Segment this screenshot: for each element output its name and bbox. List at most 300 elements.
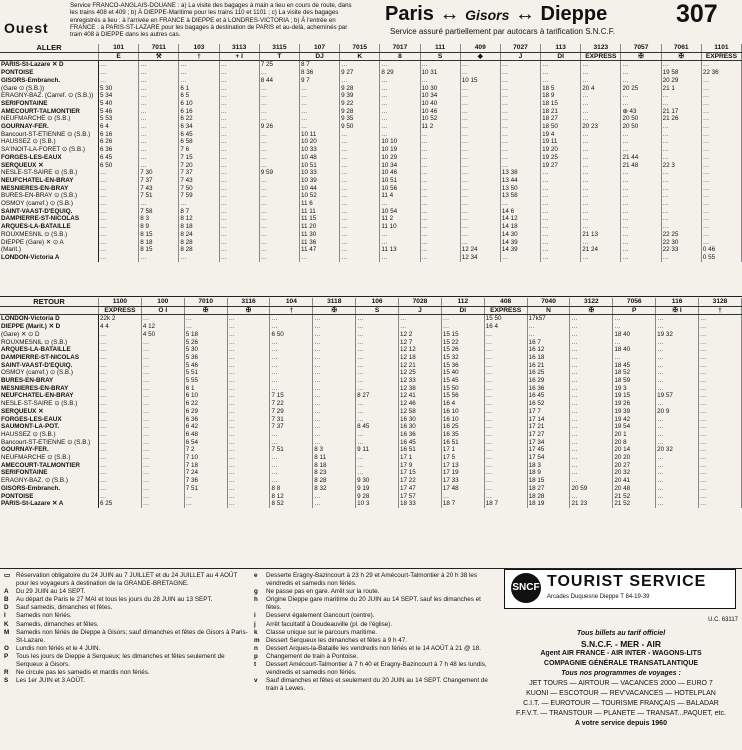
- station-name: (Gare ⊙ (S.B.)): [0, 85, 99, 93]
- train-mark: S: [356, 306, 399, 315]
- time-cell: …: [139, 254, 179, 262]
- footnote: [4, 669, 249, 677]
- time-cell: 19 27: [541, 162, 581, 170]
- train-mark: DI: [441, 306, 484, 315]
- time-cell: 8 45: [356, 423, 399, 431]
- time-cell: …: [139, 61, 179, 69]
- time-cell: …: [227, 339, 270, 347]
- time-cell: 19 39: [613, 408, 656, 416]
- time-cell: 6 36: [99, 146, 139, 154]
- train-mark: ✠: [661, 52, 701, 61]
- time-cell: …: [701, 131, 741, 139]
- time-cell: 22 33: [661, 246, 701, 254]
- time-cell: …: [99, 477, 142, 485]
- train-number: 3113: [219, 44, 259, 52]
- time-cell: …: [420, 215, 460, 223]
- time-cell: 8 12: [179, 215, 219, 223]
- time-cell: 21 24: [581, 246, 621, 254]
- footnote-text: Sauf samedis, dimanches et fêtes.: [16, 604, 113, 612]
- time-cell: 14 6: [500, 208, 540, 216]
- table-row: [0, 500, 742, 508]
- aller-table: [0, 44, 742, 262]
- time-cell: …: [460, 108, 500, 116]
- time-cell: 18 7: [441, 500, 484, 508]
- time-cell: 9 30: [356, 477, 399, 485]
- table-row: [0, 200, 742, 208]
- footnote-symbol: I: [4, 612, 6, 620]
- time-cell: 11 10: [380, 223, 420, 231]
- time-cell: …: [460, 169, 500, 177]
- time-cell: 8 3: [139, 215, 179, 223]
- time-cell: …: [380, 100, 420, 108]
- train-number: 112: [441, 298, 484, 306]
- time-cell: 0 46: [701, 246, 741, 254]
- time-cell: 15 26: [441, 346, 484, 354]
- time-cell: …: [420, 246, 460, 254]
- time-cell: 9 59: [259, 169, 299, 177]
- time-cell: 5 46: [99, 108, 139, 116]
- route-to: Dieppe: [540, 3, 608, 25]
- time-cell: …: [227, 416, 270, 424]
- train-mark: EXPRESS: [99, 306, 142, 315]
- time-cell: …: [661, 100, 701, 108]
- time-cell: 11 47: [299, 246, 339, 254]
- table-row: [0, 331, 742, 339]
- time-cell: 10 31: [420, 69, 460, 77]
- time-cell: …: [141, 339, 184, 347]
- time-cell: …: [356, 354, 399, 362]
- time-cell: 8 11: [313, 454, 356, 462]
- time-cell: 7 37: [179, 169, 219, 177]
- time-cell: …: [313, 331, 356, 339]
- time-cell: 16 35: [441, 431, 484, 439]
- station-name: SA'INOIT-LA-FORÊT ⊙ (S.B.): [0, 146, 99, 154]
- train-mark: J: [500, 52, 540, 61]
- time-cell: …: [699, 477, 742, 485]
- station-name: PONTOISE: [0, 493, 99, 501]
- ad-line: C.I.T. — EUROTOUR — TOURISME FRANÇAIS — BALADAR: [523, 700, 719, 707]
- time-cell: …: [661, 200, 701, 208]
- time-cell: 17 15: [399, 469, 442, 477]
- time-cell: …: [484, 416, 527, 424]
- time-cell: …: [500, 146, 540, 154]
- station-name: (Gare) ✕ ⊙ D: [0, 331, 99, 339]
- time-cell: 19 42: [613, 416, 656, 424]
- time-cell: …: [219, 177, 259, 185]
- time-cell: …: [227, 331, 270, 339]
- time-cell: 20 50: [621, 123, 661, 131]
- station-name: NEUFMARCHÉ ⊙ (S.B.): [0, 115, 99, 123]
- time-cell: …: [541, 246, 581, 254]
- time-cell: …: [356, 315, 399, 323]
- ad-line: S.N.C.F. - MER - AIR: [581, 639, 661, 649]
- time-cell: …: [527, 323, 570, 331]
- time-cell: …: [99, 254, 139, 262]
- time-cell: …: [139, 108, 179, 116]
- time-cell: 7 25: [259, 61, 299, 69]
- time-cell: …: [340, 61, 380, 69]
- time-cell: …: [259, 162, 299, 170]
- time-cell: 16 29: [527, 377, 570, 385]
- footnotes: [0, 572, 495, 750]
- time-cell: 19 4: [541, 131, 581, 139]
- time-cell: …: [500, 131, 540, 139]
- time-cell: …: [661, 123, 701, 131]
- time-cell: …: [99, 231, 139, 239]
- time-cell: …: [701, 208, 741, 216]
- time-cell: …: [441, 493, 484, 501]
- station-name: LONDON-Victoria D: [0, 315, 99, 323]
- time-cell: 10 51: [299, 162, 339, 170]
- time-cell: …: [656, 439, 699, 447]
- time-cell: …: [460, 154, 500, 162]
- time-cell: …: [299, 100, 339, 108]
- time-cell: …: [661, 61, 701, 69]
- time-cell: …: [460, 192, 500, 200]
- time-cell: …: [227, 439, 270, 447]
- time-cell: …: [701, 85, 741, 93]
- time-cell: …: [541, 77, 581, 85]
- station-name: BURES-EN-BRAY: [0, 377, 99, 385]
- footnote-symbol: g: [254, 588, 258, 596]
- time-cell: …: [460, 123, 500, 131]
- time-cell: …: [420, 200, 460, 208]
- footnote-text: Dessert Serqueux les dimanches et fêtes à 9 h 47.: [266, 636, 408, 644]
- time-cell: …: [227, 485, 270, 493]
- time-cell: 11 11: [299, 208, 339, 216]
- footnote: [254, 661, 494, 677]
- time-cell: …: [139, 92, 179, 100]
- time-cell: …: [219, 192, 259, 200]
- time-cell: 10 34: [420, 92, 460, 100]
- station-name: AMECOURT-TALMONTIER: [0, 108, 99, 116]
- time-cell: …: [380, 239, 420, 247]
- footnote-text: Arrêt facultatif à Doudeauville (pl. de l'église).: [266, 620, 393, 628]
- time-cell: …: [313, 354, 356, 362]
- time-cell: 6 22: [184, 400, 227, 408]
- time-cell: …: [699, 339, 742, 347]
- route-arrows-2: ↔: [514, 3, 535, 25]
- time-cell: …: [227, 385, 270, 393]
- time-cell: 8 27: [356, 392, 399, 400]
- time-cell: …: [313, 385, 356, 393]
- time-cell: 16 25: [527, 369, 570, 377]
- time-cell: 6 5: [179, 92, 219, 100]
- time-cell: …: [184, 315, 227, 323]
- time-cell: …: [139, 200, 179, 208]
- time-cell: 13 50: [500, 185, 540, 193]
- footnote-text: Origine Dieppe gare maritime du 20 JUIN au 14 SEPT. sauf les dimanches et fêtes.: [266, 596, 481, 612]
- time-cell: …: [99, 400, 142, 408]
- time-cell: …: [227, 346, 270, 354]
- time-cell: …: [656, 369, 699, 377]
- time-cell: 8 7: [179, 208, 219, 216]
- time-cell: 7 37: [270, 423, 313, 431]
- time-cell: …: [99, 346, 142, 354]
- time-cell: …: [621, 200, 661, 208]
- time-cell: …: [701, 192, 741, 200]
- time-cell: …: [99, 185, 139, 193]
- time-cell: …: [141, 346, 184, 354]
- time-cell: …: [701, 123, 741, 131]
- station-name: OSMOY (carref.) ⊙ (S.B.): [0, 200, 99, 208]
- footnote-symbol: K: [4, 620, 9, 628]
- time-cell: 12 33: [399, 377, 442, 385]
- time-cell: 16 18: [527, 354, 570, 362]
- time-cell: …: [581, 115, 621, 123]
- sncf-logo: SNCF: [511, 573, 541, 603]
- footnote-symbol: e: [254, 572, 258, 579]
- table-row: [0, 100, 742, 108]
- time-cell: …: [460, 146, 500, 154]
- time-cell: 17 27: [527, 431, 570, 439]
- time-cell: …: [227, 462, 270, 470]
- time-cell: …: [484, 485, 527, 493]
- table-row: [0, 162, 742, 170]
- time-cell: …: [420, 138, 460, 146]
- train-mark: ✠: [313, 306, 356, 315]
- time-cell: 20 14: [613, 446, 656, 454]
- time-cell: …: [340, 231, 380, 239]
- time-cell: …: [380, 254, 420, 262]
- table-row: [0, 315, 742, 323]
- time-cell: 10 33: [299, 146, 339, 154]
- time-cell: …: [460, 85, 500, 93]
- time-cell: 8 18: [313, 462, 356, 470]
- time-cell: …: [656, 339, 699, 347]
- time-cell: …: [621, 131, 661, 139]
- time-cell: …: [500, 200, 540, 208]
- time-cell: …: [313, 315, 356, 323]
- train-number: 3118: [313, 298, 356, 306]
- time-cell: …: [227, 323, 270, 331]
- station-name: SAUMONT-LA-POT.: [0, 423, 99, 431]
- ad-line: A votre service depuis 1960: [575, 720, 667, 727]
- time-cell: 17 13: [441, 462, 484, 470]
- aller-timetable: [0, 44, 742, 262]
- ad-line: F.F.V.T. — TRANSTOUR — PLANETE — TRANSAT...PAQUET, etc.: [516, 710, 726, 717]
- time-cell: …: [340, 77, 380, 85]
- time-cell: …: [541, 215, 581, 223]
- time-cell: …: [570, 315, 613, 323]
- footnote-symbol: S: [4, 677, 9, 685]
- time-cell: 7 37: [139, 177, 179, 185]
- station-name: GISORS-Embranch.: [0, 485, 99, 493]
- time-cell: 17 7: [527, 408, 570, 416]
- time-cell: …: [356, 362, 399, 370]
- time-cell: 20 41: [613, 477, 656, 485]
- time-cell: 6 10: [184, 392, 227, 400]
- time-cell: 7 36: [184, 477, 227, 485]
- time-cell: …: [570, 462, 613, 470]
- time-cell: …: [313, 439, 356, 447]
- table-row: [0, 92, 742, 100]
- time-cell: 18 21: [541, 108, 581, 116]
- time-cell: …: [141, 462, 184, 470]
- time-cell: …: [420, 154, 460, 162]
- time-cell: …: [656, 400, 699, 408]
- time-cell: …: [356, 469, 399, 477]
- time-cell: …: [139, 85, 179, 93]
- time-cell: 21 44: [621, 154, 661, 162]
- station-name: NEUFCHATEL-EN-BRAY: [0, 392, 99, 400]
- time-cell: …: [259, 192, 299, 200]
- footnote-symbol: D: [4, 604, 9, 612]
- time-cell: 12 12: [399, 346, 442, 354]
- time-cell: …: [219, 215, 259, 223]
- time-cell: 22 3: [661, 162, 701, 170]
- time-cell: 8 15: [139, 246, 179, 254]
- time-cell: …: [699, 439, 742, 447]
- train-mark: E: [99, 52, 139, 61]
- time-cell: …: [399, 323, 442, 331]
- table-row: [0, 385, 742, 393]
- time-cell: 9 39: [340, 92, 380, 100]
- time-cell: …: [581, 138, 621, 146]
- time-cell: 18 40: [613, 346, 656, 354]
- time-cell: …: [219, 239, 259, 247]
- time-cell: …: [570, 408, 613, 416]
- time-cell: …: [699, 485, 742, 493]
- time-cell: …: [613, 315, 656, 323]
- time-cell: …: [141, 477, 184, 485]
- station-name: FORGES-LES-EAUX: [0, 416, 99, 424]
- time-cell: …: [460, 208, 500, 216]
- time-cell: …: [270, 477, 313, 485]
- time-cell: …: [141, 377, 184, 385]
- ad-line: Tous billets au tarif officiel: [576, 630, 666, 637]
- time-cell: …: [340, 162, 380, 170]
- time-cell: …: [179, 61, 219, 69]
- time-cell: …: [99, 446, 142, 454]
- time-cell: …: [656, 431, 699, 439]
- time-cell: …: [570, 339, 613, 347]
- time-cell: …: [99, 77, 139, 85]
- time-cell: …: [219, 115, 259, 123]
- time-cell: …: [656, 477, 699, 485]
- footnote-symbol: ▭: [4, 572, 10, 579]
- time-cell: …: [356, 377, 399, 385]
- time-cell: 7 58: [139, 208, 179, 216]
- time-cell: 7 15: [270, 392, 313, 400]
- footnote: [254, 645, 494, 653]
- footnote: [254, 596, 494, 612]
- time-cell: 15 50: [441, 385, 484, 393]
- time-cell: …: [570, 354, 613, 362]
- time-cell: …: [313, 400, 356, 408]
- time-cell: …: [581, 185, 621, 193]
- time-cell: 5 46: [184, 362, 227, 370]
- footnote: [254, 629, 494, 637]
- time-cell: 18 9: [541, 92, 581, 100]
- time-cell: 12 2: [399, 331, 442, 339]
- time-cell: …: [570, 331, 613, 339]
- time-cell: 7 51: [270, 446, 313, 454]
- station-name: ERAGNY-BAZ. (Carref. ⊙ (S.B.)): [0, 92, 99, 100]
- time-cell: …: [141, 416, 184, 424]
- route-from: Paris: [385, 3, 434, 25]
- time-cell: …: [621, 246, 661, 254]
- footnotes-right: [254, 572, 494, 693]
- time-cell: …: [699, 331, 742, 339]
- ad-line: KUONI — ESCOTOUR — REV'VACANCES — HOTELPLAN: [526, 690, 716, 697]
- train-mark: 8: [380, 52, 420, 61]
- time-cell: …: [340, 200, 380, 208]
- time-cell: …: [340, 239, 380, 247]
- table-row: [0, 192, 742, 200]
- time-cell: …: [441, 323, 484, 331]
- table-row: [0, 362, 742, 370]
- train-number: 111: [420, 44, 460, 52]
- footnote: [4, 572, 249, 588]
- time-cell: …: [259, 246, 299, 254]
- time-cell: …: [621, 61, 661, 69]
- time-cell: …: [227, 493, 270, 501]
- time-cell: …: [420, 231, 460, 239]
- time-cell: 10 44: [299, 185, 339, 193]
- time-cell: …: [541, 61, 581, 69]
- time-cell: …: [441, 315, 484, 323]
- train-mark: ◆: [460, 52, 500, 61]
- time-cell: 5 18: [184, 331, 227, 339]
- time-cell: …: [219, 108, 259, 116]
- service-note: Service assuré partiellement par autocars à tarification S.N.C.F.: [390, 27, 615, 36]
- train-number: 103: [179, 44, 219, 52]
- time-cell: …: [581, 92, 621, 100]
- time-cell: 18 50: [541, 123, 581, 131]
- time-cell: …: [701, 108, 741, 116]
- time-cell: …: [500, 77, 540, 85]
- ad-text: [500, 629, 742, 729]
- time-cell: …: [141, 362, 184, 370]
- tourist-service-ad: [500, 565, 742, 750]
- train-number: 106: [356, 298, 399, 306]
- time-cell: 10 34: [380, 162, 420, 170]
- table-row: [0, 400, 742, 408]
- time-cell: …: [701, 61, 741, 69]
- time-cell: 8 8: [270, 485, 313, 493]
- time-cell: 21 52: [613, 500, 656, 508]
- time-cell: 7 10: [184, 454, 227, 462]
- train-number: 1100: [99, 298, 142, 306]
- station-name: DIEPPE (Gare) ✕ ⊙ A: [0, 239, 99, 247]
- footnote-symbol: n: [254, 644, 258, 652]
- table-row: [0, 469, 742, 477]
- train-number: 7056: [613, 298, 656, 306]
- time-cell: 17 34: [527, 439, 570, 447]
- time-cell: 9 28: [340, 85, 380, 93]
- time-cell: 5 53: [99, 115, 139, 123]
- time-cell: 6 25: [99, 500, 142, 508]
- table-row: [0, 416, 742, 424]
- time-cell: …: [99, 177, 139, 185]
- time-cell: 17 21: [527, 423, 570, 431]
- time-cell: …: [270, 469, 313, 477]
- time-cell: 9 28: [356, 493, 399, 501]
- time-cell: 12 18: [399, 354, 442, 362]
- time-cell: …: [313, 377, 356, 385]
- time-cell: …: [99, 431, 142, 439]
- time-cell: …: [313, 339, 356, 347]
- time-cell: …: [179, 69, 219, 77]
- footnote-symbol: A: [4, 588, 9, 596]
- time-cell: …: [484, 469, 527, 477]
- time-cell: …: [460, 115, 500, 123]
- section-label: RETOUR: [0, 298, 99, 306]
- time-cell: 6 34: [179, 123, 219, 131]
- time-cell: 20 25: [621, 85, 661, 93]
- time-cell: 21 26: [661, 115, 701, 123]
